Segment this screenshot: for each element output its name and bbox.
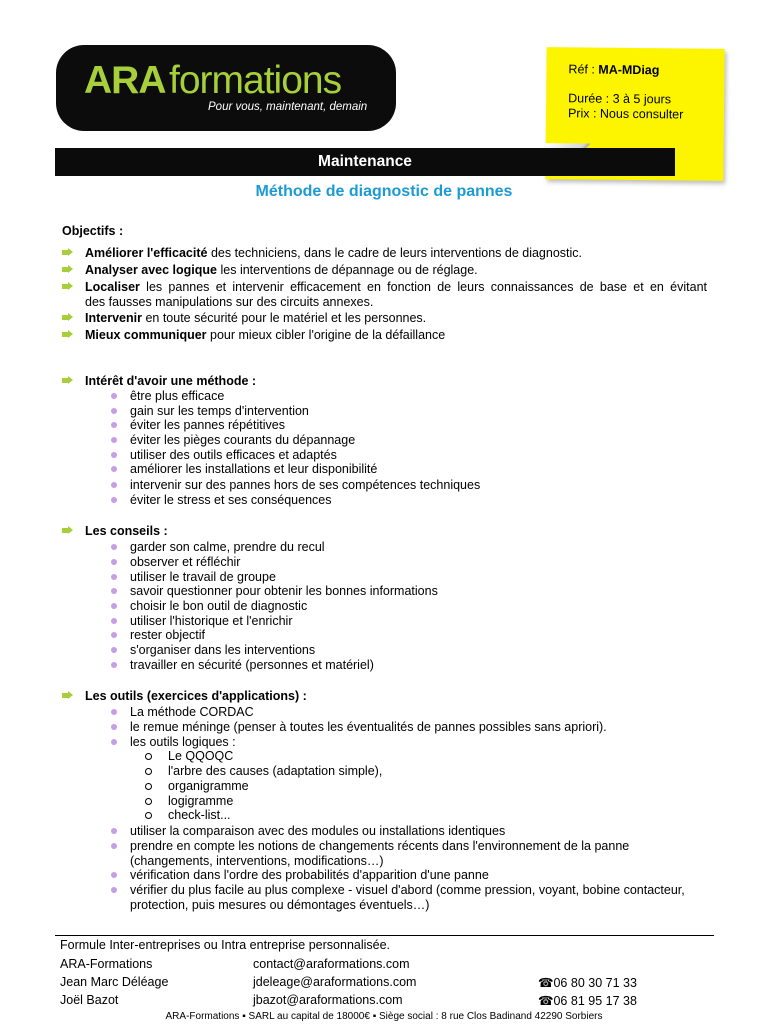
list-item: s'organiser dans les interventions — [130, 643, 316, 657]
bullet-icon — [111, 544, 117, 550]
bullet-icon — [111, 647, 117, 653]
bullet-icon — [111, 588, 117, 594]
list-item: vérifier du plus facile au plus complexe - visuel d'abord (comme pression, voyant, bobine contacteur, — [130, 883, 685, 897]
bullet-icon — [111, 452, 117, 458]
list-item: utiliser des outils efficaces et adaptés — [130, 448, 337, 462]
list-item: éviter le stress et ses conséquences — [130, 493, 332, 507]
objective-item: Intervenir en toute sécurité pour le matériel et les personnes. — [85, 311, 427, 325]
list-item: La méthode CORDAC — [130, 705, 254, 719]
objective-item: Localiser les pannes et intervenir efficacement en fonction de leurs connaissances de base et en évitant — [85, 280, 707, 294]
list-item-continued: (changements, interventions, modifications…) — [130, 854, 384, 868]
contact-email[interactable]: jbazot@araformations.com — [253, 993, 403, 1007]
bullet-icon — [111, 843, 117, 849]
list-item: être plus efficace — [130, 389, 225, 403]
sub-list-item: Le QQOQC — [168, 749, 234, 763]
bullet-icon — [111, 574, 117, 580]
bullet-icon — [111, 422, 117, 428]
list-item-continued: protection, puis mesures ou démontages éventuels…) — [130, 898, 430, 912]
list-item: garder son calme, prendre du recul — [130, 540, 325, 554]
price-line: Prix : Nous consulter — [567, 106, 684, 122]
list-item: prendre en compte les notions de changements récents dans l'environnement de la panne — [130, 839, 630, 853]
list-item: choisir le bon outil de diagnostic — [130, 599, 308, 613]
list-item: travailler en sécurité (personnes et matériel) — [130, 658, 374, 672]
list-item: gain sur les temps d'intervention — [130, 404, 309, 418]
objective-item: Améliorer l'efficacité des techniciens, dans le cadre de leurs interventions de diagnostic. — [85, 246, 582, 260]
bullet-icon — [111, 437, 117, 443]
bullet-icon — [111, 482, 117, 488]
interet-heading: Intérêt d'avoir une méthode : — [85, 374, 257, 388]
bullet-icon — [111, 559, 117, 565]
sub-list-item: check-list... — [168, 808, 231, 822]
phone-number: 06 81 95 17 38 — [553, 994, 637, 1008]
circle-bullet-icon — [145, 812, 152, 819]
contact-phone — [538, 975, 637, 990]
circle-bullet-icon — [145, 753, 152, 760]
circle-bullet-icon — [145, 783, 152, 790]
objective-item: Mieux communiquer pour mieux cibler l'origine de la défaillance — [85, 328, 446, 342]
formula-text: Formule Inter-entreprises ou Intra entreprise personnalisée. — [60, 938, 391, 952]
bullet-icon — [111, 632, 117, 638]
contact-name: Joël Bazot — [60, 993, 119, 1007]
outils-heading: Les outils (exercices d'applications) : — [85, 689, 307, 703]
legal-footer: ARA-Formations ▪ SARL au capital de 18000€ ▪ Siège social : 8 rue Clos Badinand 42290 Sorbiers — [165, 1011, 603, 1022]
bullet-icon — [111, 497, 117, 503]
contact-email[interactable]: contact@araformations.com — [253, 957, 410, 971]
ref-value: MA-MDiag — [598, 62, 660, 78]
footer-divider — [55, 935, 714, 936]
circle-bullet-icon — [145, 798, 152, 805]
conseils-heading: Les conseils : — [85, 524, 168, 538]
ref-line — [568, 62, 659, 77]
bullet-icon — [111, 662, 117, 668]
bullet-icon — [111, 408, 117, 414]
phone-number: 06 80 30 71 33 — [553, 976, 637, 990]
list-item: éviter les pièges courants du dépannage — [130, 433, 356, 447]
objective-item: Analyser avec logique les interventions de dépannage ou de réglage. — [85, 263, 478, 277]
sub-list-item: organigramme — [168, 779, 249, 793]
contact-phone — [538, 993, 637, 1008]
bullet-icon — [111, 709, 117, 715]
bullet-icon — [111, 466, 117, 472]
contact-email[interactable]: jdeleage@araformations.com — [253, 975, 417, 989]
list-item: observer et réfléchir — [130, 555, 241, 569]
bullet-icon — [111, 887, 117, 893]
list-item: savoir questionner pour obtenir les bonnes informations — [130, 584, 438, 598]
page-subtitle: Méthode de diagnostic de pannes — [255, 183, 513, 200]
contact-name: Jean Marc Déléage — [60, 975, 169, 989]
list-item: utiliser l'historique et l'enrichir — [130, 614, 293, 628]
duration-line: Durée : 3 à 5 jours — [568, 91, 672, 107]
sub-list-item: l'arbre des causes (adaptation simple), — [168, 764, 383, 778]
contact-name: ARA-Formations — [60, 957, 153, 971]
bullet-icon — [111, 724, 117, 730]
list-item: le remue méninge (penser à toutes les éventualités de pannes possibles sans apriori). — [130, 720, 607, 734]
logo-brand-rest: formations — [169, 59, 342, 102]
list-item: améliorer les installations et leur disponibilité — [130, 462, 378, 476]
banner-title: Maintenance — [318, 153, 412, 170]
list-item: utiliser le travail de groupe — [130, 570, 276, 584]
sub-list-item: logigramme — [168, 794, 234, 808]
bullet-icon — [111, 603, 117, 609]
title-banner — [55, 148, 675, 176]
phone-icon: ☎ — [538, 976, 554, 990]
bullet-icon — [111, 393, 117, 399]
list-item: intervenir sur des pannes hors de ses compétences techniques — [130, 478, 481, 492]
bullet-icon — [111, 739, 117, 745]
logo-brand-bold: ARA — [84, 59, 166, 102]
bullet-icon — [111, 828, 117, 834]
list-item: rester objectif — [130, 628, 206, 642]
circle-bullet-icon — [145, 768, 152, 775]
bullet-icon — [111, 618, 117, 624]
list-item: les outils logiques : — [130, 735, 236, 749]
ref-label: Réf : — [568, 62, 599, 77]
list-item: vérification dans l'ordre des probabilités d'apparition d'une panne — [130, 868, 489, 882]
objectives-heading: Objectifs : — [62, 224, 124, 238]
company-logo — [56, 45, 396, 131]
bullet-icon — [111, 872, 117, 878]
phone-icon: ☎ — [538, 994, 554, 1008]
list-item: éviter les pannes répétitives — [130, 418, 285, 432]
logo-tagline: Pour vous, maintenant, demain — [208, 101, 368, 113]
list-item: utiliser la comparaison avec des modules ou installations identiques — [130, 824, 506, 838]
objective-item-continued: des fausses manipulations sur des circuits annexes. — [85, 295, 374, 309]
